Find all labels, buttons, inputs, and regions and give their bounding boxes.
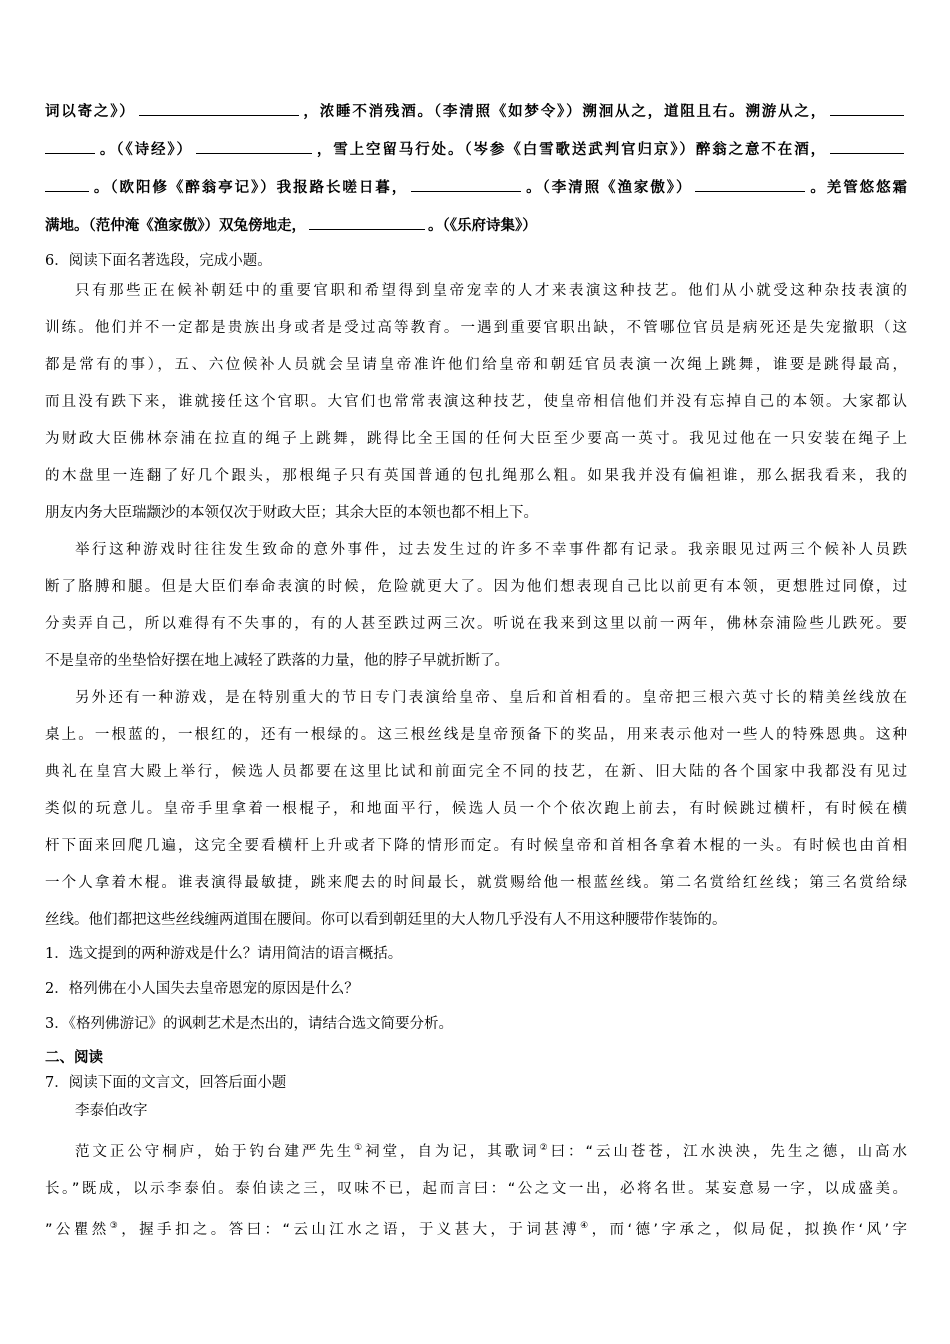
- passage-line-1: 范文正公守桐庐，始于钓台建严先生①祠堂，自为记，其歌词②曰：“云山苍苍，江水泱泱，先生之德，山高水: [75, 1143, 907, 1160]
- passage-title: 李泰伯改字: [75, 1103, 148, 1119]
- fill-in-line-3: 。（欧阳修《醉翁亭记》）我报路长嗟日暮， 。（李清照《渔家傲》） 。羌管悠悠霜: [45, 169, 907, 207]
- question-7-prompt: 7．阅读下面的文言文，回答后面小题: [45, 1075, 287, 1091]
- fill-in-line-1: 词以寄之》） ，浓睡不消残酒。（李清照《如梦令》）溯洄从之，道阻且右。溯游从之，: [45, 93, 907, 131]
- question-6-passage: 只有那些正在候补朝廷中的重要官职和希望得到皇帝宠幸的人才来表演这种技艺。他们从小就受这种杂技表演的 训练。他们并不一定都是贵族出身或者是受过高等教育。一遇到重要官职出缺，不管哪位官员是病死还是失宠撤职（这 都是常有的事），五、六位候补人员就会呈请皇帝准许他们给皇帝和朝廷官员表演一次绳上跳舞，谁要是跳得最高， 而且没有跌下来，谁就接任这个官职。大官们也常常表演这种技艺，使皇帝相信他们并没有忘掉自己的本领。大家都认 为财政大臣佛林奈浦在拉直的绳子上跳舞，跳得比全王国的任何大臣至少要高一英寸。我见过他在一只安装在绳子上 的木盘里一连翻了好几个跟头，那根绳子只有英国普通的包扎绳那么粗。如果我并没有偏袒谁，那么据我看来，我的 朋友内务大臣瑞颛沙的本领仅次于财政大臣；其余大臣的本领也都不相上下。 举行这种游戏时往往发生致命的意外事件，过去发生过的许多不幸事件都有记录。我亲眼见过两三个候补人员跌 断了胳膊和腿。但是大臣们奉命表演的时候，危险就更大了。因为他们想表现自己比以前更有本领，更想胜过同僚，过 分卖弄自己，所以难得有不失事的，有的人甚至跌过两三次。听说在我来到这里以前一两年，佛林奈浦险些儿跌死。要 不是皇帝的坐垫恰好摆在地上减轻了跌落的力量，他的脖子早就折断了。 另外还有一种游戏，是在特别重大的节日专门表演给皇帝、皇后和首相看的。皇帝把三根六英寸长的精美丝线放在 桌上。一根蓝的，一根红的，还有一根绿的。这三根丝线是皇帝预备下的奖品，用来表示他对一些人的特殊恩典。这种 典礼在皇宫大殿上举行，候选人员都要在这里比试和前面完全不同的技艺，在新、旧大陆的各个国家中我都没有见过 类似的玩意儿。皇帝手里拿着一根棍子，和地面平行，候选人员一个个依次跑上前去，有时候跳过横杆，有时候在横 杆下面来回爬几遍，这完全要看横杆上升或者下降的情形而定。有时候皇帝和首相各拿着木棍的一头。有时候也由首相 一个人拿着木棍。谁表演得最敏捷，跳来爬去的时间最长，就赏赐给他一根蓝丝线。第二名赏给红丝线；第三名赏给绿 丝线。他们都把这些丝线缠两道围在腰间。你可以看到朝廷里的大人物几乎没有人不用这种腰带作装饰的。: [45, 283, 907, 928]
- question-6-prompt: 6．阅读下面名著选段，完成小题。: [45, 253, 272, 269]
- question-7-passage: 李泰伯改字 范文正公守桐庐，始于钓台建严先生①祠堂，自为记，其歌词②曰：“云山苍苍，江水泱泱，先生之德，山高水 长。”既成，以示李泰伯。泰伯读之三，叹味不已，起而言曰：“公之文一出，必将名世。某妄意易一字，以成盛美。 ”公瞿然③，握手扣之。答曰：“云山江水之语，于义甚大，于词甚溥④，而‘德’字承之，似局促，拟换作‘风’字: [45, 1093, 907, 1249]
- answer-blank[interactable]: [830, 131, 904, 154]
- answer-blank[interactable]: [411, 169, 521, 192]
- answer-blank[interactable]: [139, 93, 299, 116]
- question-6-sub-2: 2．格列佛在小人国失去皇帝恩宠的原因是什么？: [45, 981, 359, 997]
- answer-blank[interactable]: [45, 131, 95, 154]
- answer-blank[interactable]: [45, 169, 89, 192]
- section-heading-reading: 二、阅读: [45, 1050, 103, 1066]
- passage-line-3: ”公瞿然③，握手扣之。答曰：“云山江水之语，于义甚大，于词甚溥④，而‘德’字承之，似局促，拟换作‘风’字: [45, 1220, 908, 1238]
- answer-blank[interactable]: [830, 93, 904, 116]
- answer-blank[interactable]: [695, 169, 805, 192]
- poetry-fill-in-block: [45, 93, 907, 245]
- question-6-sub-3: 3．《格列佛游记》的讽刺艺术是杰出的，请结合选文简要分析。: [45, 1016, 453, 1032]
- answer-blank[interactable]: [309, 207, 425, 230]
- answer-blank[interactable]: [196, 131, 312, 154]
- fill-in-line-2: 。（《诗经》） ，雪上空留马行处。（岑参《白雪歌送武判官归京》）醉翁之意不在酒，: [45, 131, 907, 169]
- question-6-sub-1: 1．选文提到的两种游戏是什么？请用简洁的语言概括。: [45, 946, 403, 962]
- fill-in-line-4: 满地。（范仲淹《渔家傲》）双兔傍地走， 。（《乐府诗集》）: [45, 207, 907, 245]
